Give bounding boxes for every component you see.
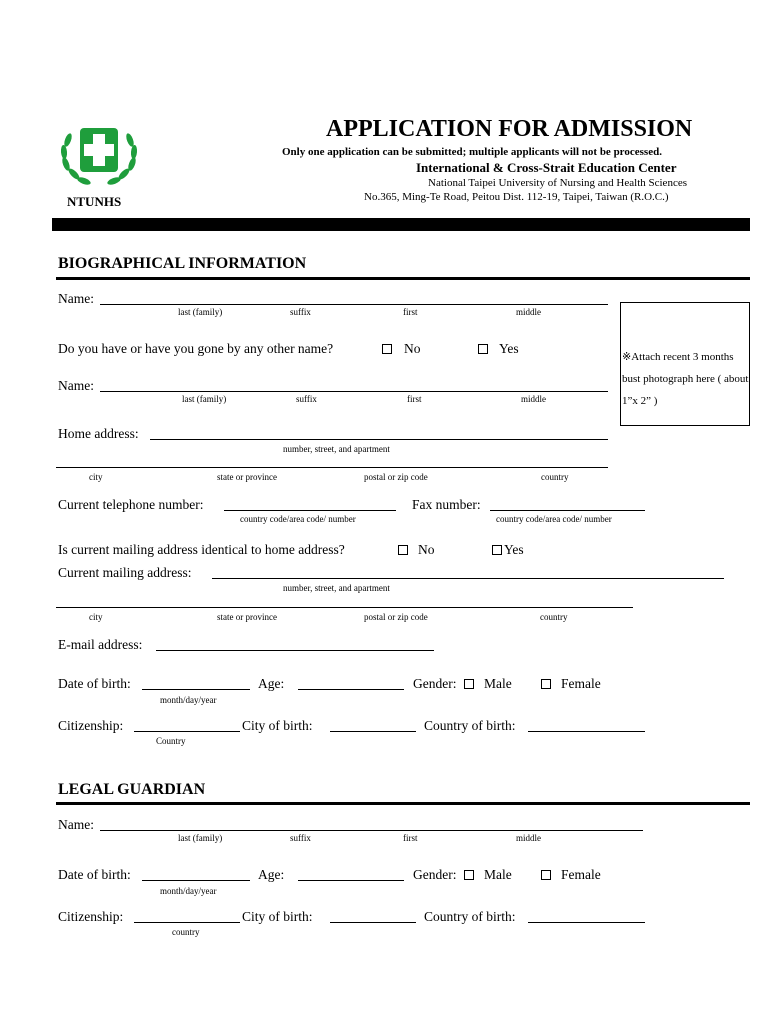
center-name: International & Cross-Strait Education Center [416, 160, 677, 175]
guardian-city-birth-input[interactable] [330, 922, 416, 923]
sub-street-2: number, street, and apartment [283, 583, 390, 593]
country-birth-label: Country of birth: [424, 718, 516, 733]
guardian-dob-input[interactable] [142, 880, 250, 881]
guardian-divider [56, 802, 750, 805]
guardian-heading: LEGAL GUARDIAN [58, 781, 206, 798]
mailing-city-input[interactable] [56, 607, 633, 608]
fax-label: Fax number: [412, 497, 481, 512]
university-name: National Taipei University of Nursing and Health Sciences [428, 177, 687, 189]
sub-date: month/day/year [160, 695, 217, 705]
sub-street: number, street, and apartment [283, 444, 390, 454]
age-input[interactable] [298, 689, 404, 690]
dob-input[interactable] [142, 689, 250, 690]
sub-suffix-2: suffix [296, 394, 317, 404]
home-address-label: Home address: [58, 426, 139, 441]
mailing-yes-checkbox[interactable] [492, 545, 502, 555]
guardian-age-label: Age: [258, 867, 285, 882]
sub-suffix: suffix [290, 307, 311, 317]
guardian-citizenship-input[interactable] [134, 922, 240, 923]
gender-male-checkbox[interactable] [464, 679, 474, 689]
guardian-sub-middle: middle [516, 833, 541, 843]
other-name-input[interactable] [100, 391, 608, 392]
mailing-yes-label: Yes [504, 542, 524, 557]
guardian-country-birth-input[interactable] [528, 922, 645, 923]
gender-female-label: Female [561, 676, 601, 691]
sub-country: country [541, 472, 569, 482]
citizenship-label: Citizenship: [58, 718, 124, 733]
sub-postal: postal or zip code [364, 472, 428, 482]
guardian-female-label: Female [561, 867, 601, 882]
other-name-question: Do you have or have you gone by any other name? [58, 341, 334, 356]
sub-state: state or province [217, 472, 277, 482]
gender-label: Gender: [413, 676, 457, 691]
other-name-yes-checkbox[interactable] [478, 344, 488, 354]
sub-state-2: state or province [217, 612, 277, 622]
dob-label: Date of birth: [58, 676, 131, 691]
guardian-name-label: Name: [58, 817, 94, 832]
age-label: Age: [258, 676, 285, 691]
guardian-dob-label: Date of birth: [58, 867, 131, 882]
sub-phone-code: country code/area code/ number [240, 514, 356, 524]
ntunhs-logo [56, 124, 142, 194]
gender-male-label: Male [484, 676, 512, 691]
guardian-country-birth-label: Country of birth: [424, 909, 516, 924]
fax-input[interactable] [490, 510, 645, 511]
email-input[interactable] [156, 650, 434, 651]
bio-divider [56, 277, 750, 280]
photo-note: ※Attach recent 3 months bust photograph here ( about 1”x 2” ) [622, 351, 749, 407]
guardian-name-input[interactable] [100, 830, 643, 831]
sub-postal-2: postal or zip code [364, 612, 428, 622]
phone-label: Current telephone number: [58, 497, 204, 512]
guardian-citizenship-label: Citizenship: [58, 909, 124, 924]
sub-first: first [403, 307, 418, 317]
mailing-street-input[interactable] [212, 578, 724, 579]
mailing-no-checkbox[interactable] [398, 545, 408, 555]
header-divider [52, 218, 750, 231]
city-birth-label: City of birth: [242, 718, 313, 733]
other-name-no-label: No [404, 341, 421, 356]
sub-fax-code: country code/area code/ number [496, 514, 612, 524]
email-label: E-mail address: [58, 637, 143, 652]
sub-middle: middle [516, 307, 541, 317]
sub-city: city [89, 472, 103, 482]
gender-female-checkbox[interactable] [541, 679, 551, 689]
guardian-sub-last: last (family) [178, 833, 223, 843]
logo-text: NTUNHS [67, 194, 122, 209]
sub-Country: Country [156, 736, 186, 746]
page-title: APPLICATION FOR ADMISSION [326, 116, 693, 142]
sub-last: last (family) [178, 307, 223, 317]
citizenship-input[interactable] [134, 731, 240, 732]
logo-wreath-cross-icon [56, 124, 142, 194]
mailing-question: Is current mailing address identical to home address? [58, 542, 345, 557]
guardian-male-checkbox[interactable] [464, 870, 474, 880]
other-name-yes-label: Yes [499, 341, 519, 356]
guardian-city-birth-label: City of birth: [242, 909, 313, 924]
guardian-male-label: Male [484, 867, 512, 882]
sub-middle-2: middle [521, 394, 546, 404]
guardian-sub-date: month/day/year [160, 886, 217, 896]
home-street-input[interactable] [150, 439, 608, 440]
country-birth-input[interactable] [528, 731, 645, 732]
guardian-sub-country: country [172, 927, 200, 937]
name-input[interactable] [100, 304, 608, 305]
mailing-address-label: Current mailing address: [58, 565, 192, 580]
bio-heading: BIOGRAPHICAL INFORMATION [58, 255, 307, 272]
phone-input[interactable] [224, 510, 396, 511]
guardian-sub-suffix: suffix [290, 833, 311, 843]
sub-first-2: first [407, 394, 422, 404]
sub-city-2: city [89, 612, 103, 622]
sub-country-2: country [540, 612, 568, 622]
other-name-label: Name: [58, 378, 94, 393]
other-name-no-checkbox[interactable] [382, 344, 392, 354]
sub-last-2: last (family) [182, 394, 227, 404]
guardian-gender-label: Gender: [413, 867, 457, 882]
mailing-no-label: No [418, 542, 435, 557]
home-city-input[interactable] [56, 467, 608, 468]
notice-text: Only one application can be submitted; multiple applicants will not be processed. [282, 146, 662, 158]
guardian-sub-first: first [403, 833, 418, 843]
city-birth-input[interactable] [330, 731, 416, 732]
name-label: Name: [58, 291, 94, 306]
university-address: No.365, Ming-Te Road, Peitou Dist. 112-19, Taipei, Taiwan (R.O.C.) [364, 191, 669, 203]
guardian-age-input[interactable] [298, 880, 404, 881]
guardian-female-checkbox[interactable] [541, 870, 551, 880]
